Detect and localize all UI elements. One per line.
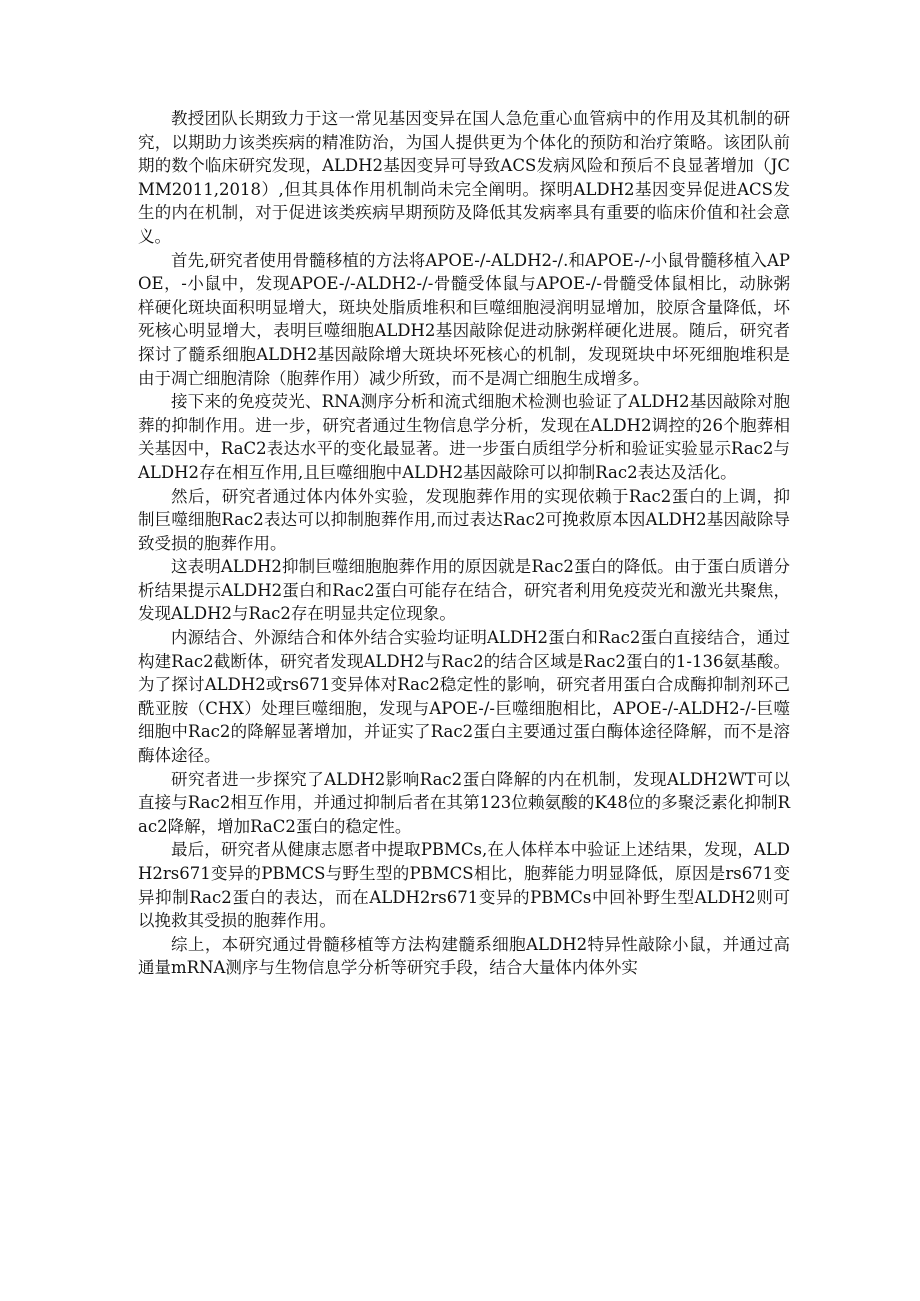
paragraph-2: 首先,研究者使用骨髓移植的方法将APOE-/-ALDH2-/.和APOE-/-小鼠骨髓移植入APOE，-小鼠中，发现APOE-/-ALDH2-/-骨髓受体鼠与APOE-/-骨髓受体鼠相比，动脉粥样硬化斑块面积明显增大，斑块处脂质堆积和巨噬细胞浸润明显增加，胶原含量降低，坏死核心明显增大，表明巨噬细胞ALDH2基因敲除促进动脉粥样硬化进展。随后，研究者探讨了髓系细胞ALDH2基因敲除增大斑块坏死核心的机制，发现斑块中坏死细胞堆积是由于凋亡细胞清除（胞葬作用）减少所致，而不是凋亡细胞生成增多。: [138, 250, 790, 388]
paragraph-5: 这表明ALDH2抑制巨噬细胞胞葬作用的原因就是Rac2蛋白的降低。由于蛋白质谱分析结果提示ALDH2蛋白和Rac2蛋白可能存在结合，研究者利用免疫荧光和激光共聚焦，发现ALDH2与Rac2存在明显共定位现象。: [138, 557, 790, 624]
paragraph-8: 最后，研究者从健康志愿者中提取PBMCs,在人体样本中验证上述结果，发现，ALDH2rs671变异的PBMCS与野生型的PBMCS相比，胞葬能力明显降低，原因是rs671变异抑制Rac2蛋白的表达，而在ALDH2rs671变异的PBMCs中回补野生型ALDH2则可以挽救其受损的胞葬作用。: [138, 840, 790, 931]
paragraph-1: 教授团队长期致力于这一常见基因变异在国人急危重心血管病中的作用及其机制的研究，以期助力该类疾病的精准防治，为国人提供更为个体化的预防和治疗策略。该团队前期的数个临床研究发现，ALDH2基因变异可导致ACS发病风险和预后不良显著增加（JCMM2011,2018）,但其具体作用机制尚未完全阐明。探明ALDH2基因变异促进ACS发生的内在机制，对于促进该类疾病早期预防及降低其发病率具有重要的临床价值和社会意义。: [138, 109, 790, 246]
paragraph-4: 然后，研究者通过体内体外实验，发现胞葬作用的实现依赖于Rac2蛋白的上调，抑制巨噬细胞Rac2表达可以抑制胞葬作用,而过表达Rac2可挽救原本因ALDH2基因敲除导致受损的胞葬作用。: [138, 486, 790, 553]
paragraph-3: 接下来的免疫荧光、RNA测序分析和流式细胞术检测也验证了ALDH2基因敲除对胞葬的抑制作用。进一步，研究者通过生物信息学分析，发现在ALDH2调控的26个胞葬相关基因中，RaC2表达水平的变化最显著。进一步蛋白质组学分析和验证实验显示Rac2与ALDH2存在相互作用,且巨噬细胞中ALDH2基因敲除可以抑制Rac2表达及活化。: [138, 392, 790, 482]
paragraph-9: 综上，本研究通过骨髓移植等方法构建髓系细胞ALDH2特异性敲除小鼠，并通过高通量mRNA测序与生物信息学分析等研究手段，结合大量体内体外实: [138, 934, 790, 978]
paragraph-7: 研究者进一步探究了ALDH2影响Rac2蛋白降解的内在机制，发现ALDH2WT可以直接与Rac2相互作用，并通过抑制后者在其第123位赖氨酸的K48位的多聚泛素化抑制Rac2降解，增加RaC2蛋白的稳定性。: [138, 769, 790, 836]
article-body: [138, 107, 790, 980]
paragraph-6: 内源结合、外源结合和体外结合实验均证明ALDH2蛋白和Rac2蛋白直接结合，通过构建Rac2截断体，研究者发现ALDH2与Rac2的结合区域是Rac2蛋白的1-136氨基酸。为了探讨ALDH2或rs671变异体对Rac2稳定性的影响，研究者用蛋白合成酶抑制剂环己酰亚胺（CHX）处理巨噬细胞，发现与APOE-/-巨噬细胞相比，APOE-/-ALDH2-/-巨噬细胞中Rac2的降解显著增加，并证实了Rac2蛋白主要通过蛋白酶体途径降解，而不是溶酶体途径。: [138, 628, 790, 766]
